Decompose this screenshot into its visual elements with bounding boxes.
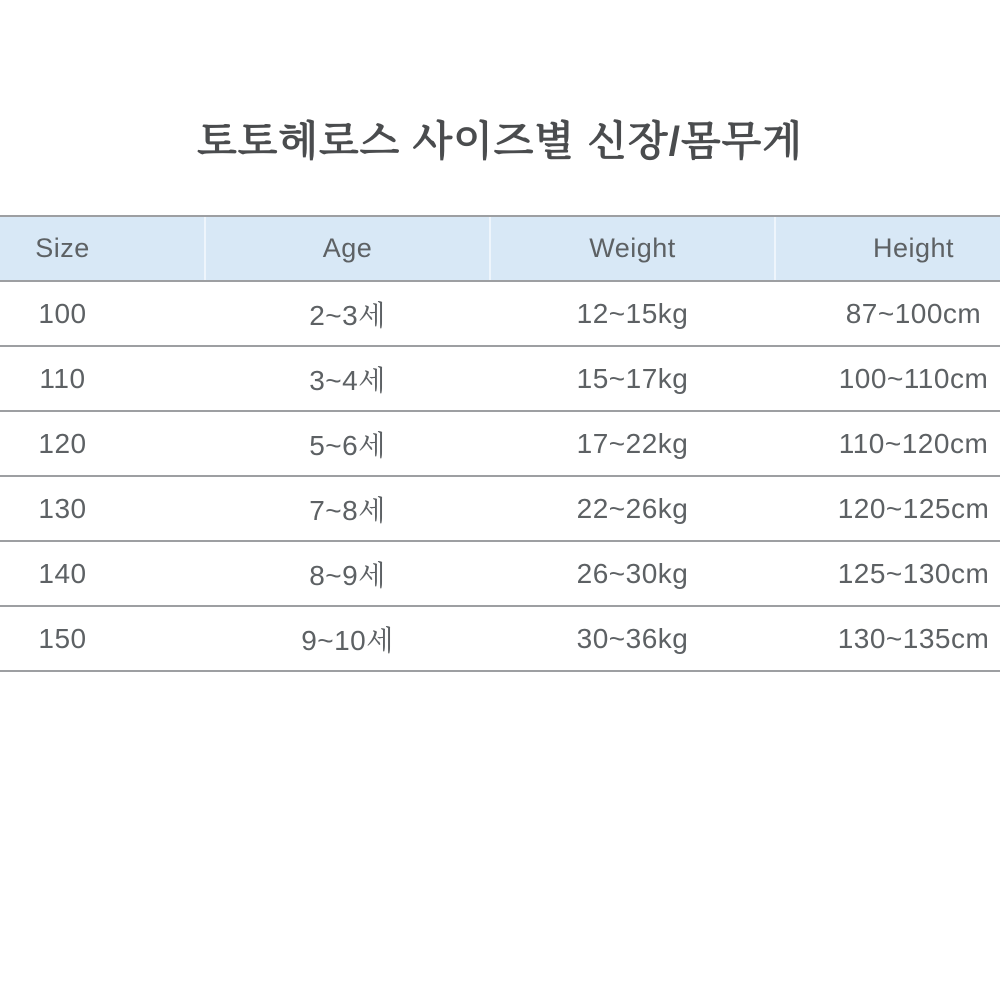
cell-size: 120 — [38, 427, 87, 459]
table-row — [0, 542, 1000, 607]
column-header-size: Size — [35, 233, 90, 263]
table-row — [0, 282, 1000, 347]
cell-size: 100 — [38, 297, 87, 329]
cell-weight: 17~22kg — [576, 427, 689, 459]
cell-weight: 15~17kg — [576, 362, 689, 394]
table-row — [0, 607, 1000, 672]
column-divider — [774, 217, 776, 280]
cell-age: 9~10세 — [301, 624, 394, 656]
cell-height: 125~130cm — [837, 557, 990, 589]
table-row — [0, 477, 1000, 542]
table-row — [0, 412, 1000, 477]
cell-size: 110 — [39, 362, 86, 394]
column-header-height: Height — [872, 233, 955, 263]
column-divider — [489, 217, 491, 280]
cell-weight: 22~26kg — [576, 492, 689, 524]
column-divider — [204, 217, 206, 280]
column-header-age: Age — [322, 233, 373, 263]
cell-size: 140 — [38, 557, 87, 589]
cell-age: 3~4세 — [309, 364, 386, 396]
cell-height: 100~110cm — [838, 362, 989, 394]
cell-age: 5~6세 — [309, 429, 386, 461]
cell-height: 130~135cm — [837, 622, 990, 654]
cell-height: 87~100cm — [845, 297, 982, 329]
table-row — [0, 347, 1000, 412]
cell-weight: 30~36kg — [576, 622, 689, 654]
cell-age: 7~8세 — [309, 494, 386, 526]
cell-weight: 12~15kg — [576, 297, 689, 329]
cell-height: 120~125cm — [837, 492, 990, 524]
cell-height: 110~120cm — [838, 427, 989, 459]
cell-age: 8~9세 — [309, 559, 386, 591]
cell-size: 130 — [38, 492, 87, 524]
cell-weight: 26~30kg — [576, 557, 689, 589]
table-header-row — [0, 217, 1000, 282]
cell-size: 150 — [38, 622, 87, 654]
column-header-weight: Weight — [589, 233, 676, 263]
cell-age: 2~3세 — [309, 299, 386, 331]
size-table — [0, 215, 1000, 672]
page-title: 토토헤로스 사이즈별 신장/몸무게 — [197, 118, 803, 164]
